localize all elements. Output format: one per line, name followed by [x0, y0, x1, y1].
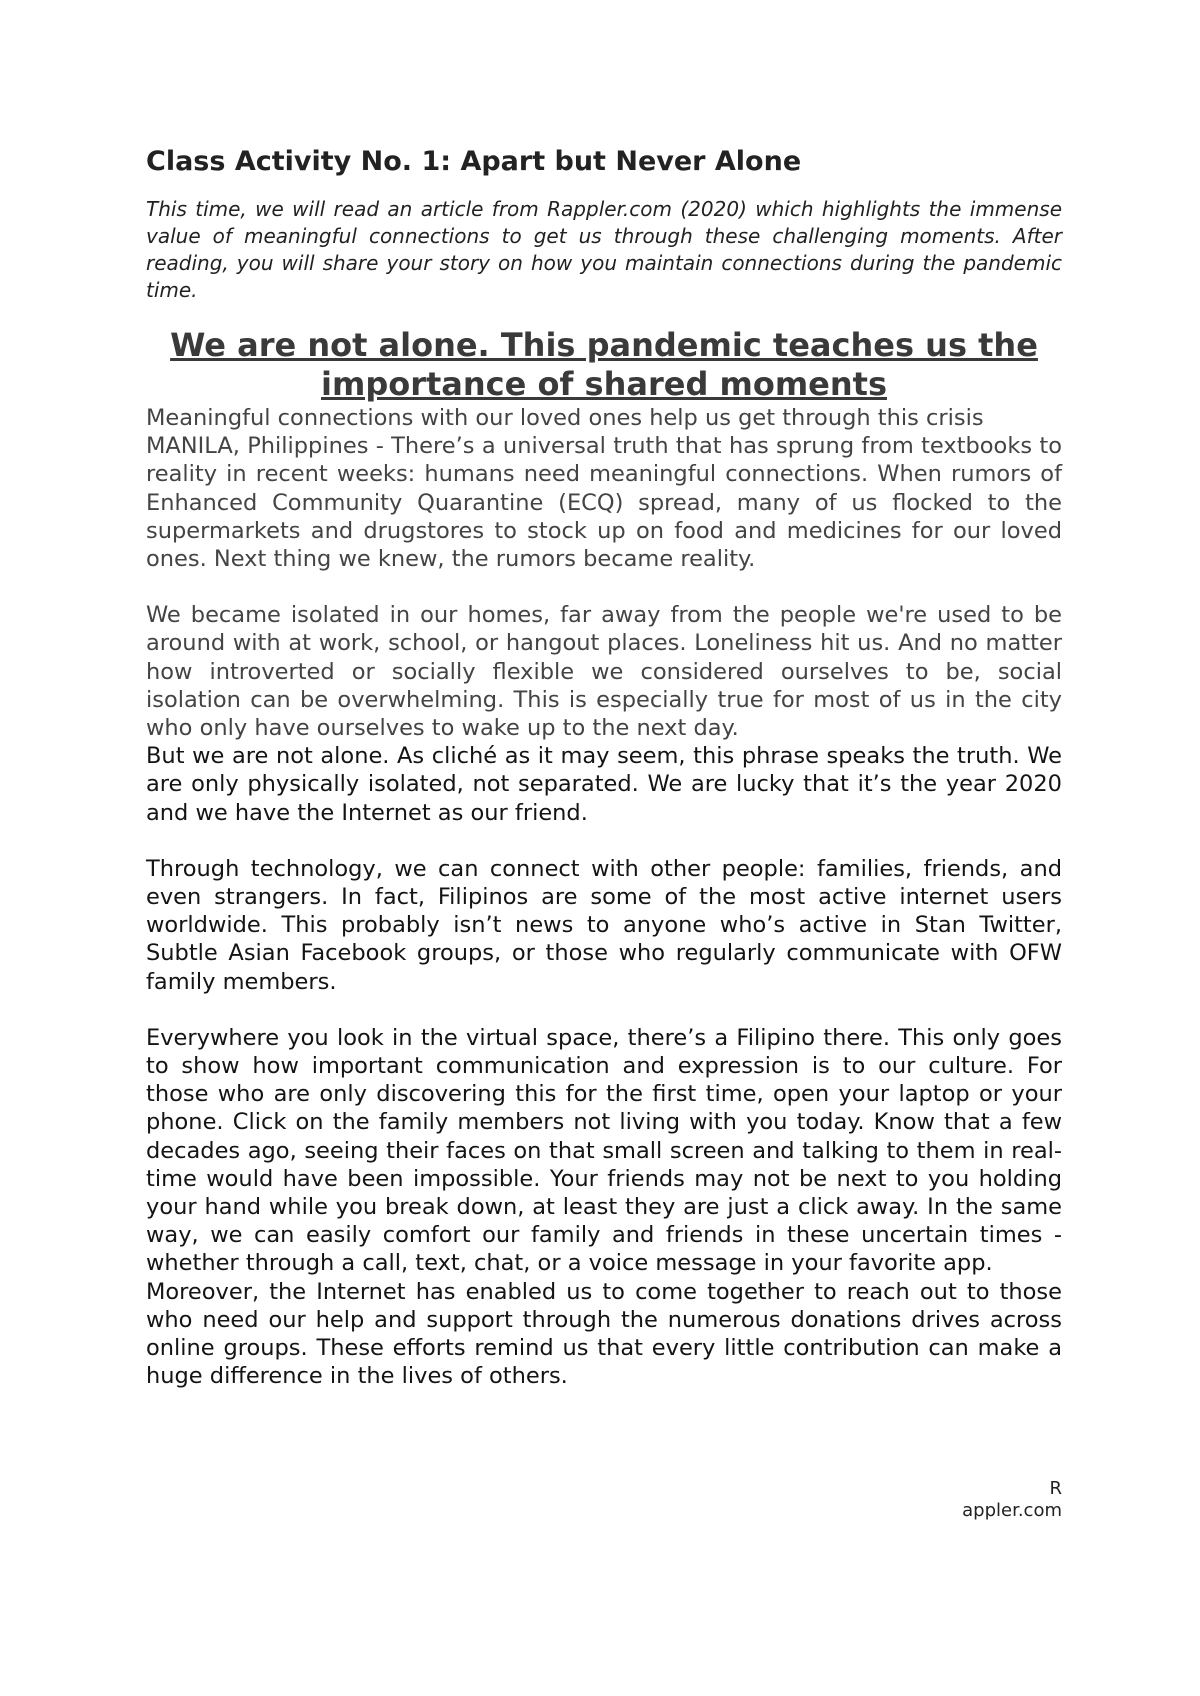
source-credit-line: appler.com	[962, 1500, 1062, 1521]
paragraph-spacer	[146, 996, 1062, 1024]
article-paragraph: MANILA, Philippines - There’s a universal truth that has sprung from textbooks to reality in recent weeks: humans need meaningful connections. When rumors of Enhanced Community Quarantine (ECQ) spread, many of us flocked to the supermarkets and drugstores to stock up on food and medicines for our loved ones. Next thing we knew, the rumors became reality.	[146, 433, 1062, 573]
paragraph-spacer	[146, 827, 1062, 855]
article-subtitle: Meaningful connections with our loved ones help us get through this crisis	[146, 405, 984, 431]
article-paragraph: Moreover, the Internet has enabled us to come together to reach out to those who need our help and support through the numerous donations drives across online groups. These efforts remind us that every little contribution can make a huge difference in the lives of others.	[146, 1278, 1062, 1390]
article-paragraph: Through technology, we can connect with other people: families, friends, and even strangers. In fact, Filipinos are some of the most active internet users worldwide. This probably isn’t news to anyone who’s active in Stan Twitter, Subtle Asian Facebook groups, or those who regularly communicate with OFW family members.	[146, 855, 1062, 995]
article-body	[146, 404, 1062, 1391]
article-paragraph: We became isolated in our homes, far away from the people we're used to be around with at work, school, or hangout places. Loneliness hit us. And no matter how introverted or socially flexible we considered ourselves to be, social isolation can be overwhelming. This is especially true for most of us in the city who only have ourselves to wake up to the next day.	[146, 602, 1062, 742]
activity-title: Class Activity No. 1: Apart but Never Alone	[146, 146, 802, 177]
activity-instructions: This time, we will read an article from Rappler.com (2020) which highlights the immense value of meaningful connections to get us through these challenging moments. After reading, you will share your story on how you maintain connections during the pandemic time.	[146, 197, 1062, 302]
source-credit-line: R	[1049, 1478, 1062, 1499]
source-credit	[942, 1478, 1062, 1522]
paragraph-spacer	[146, 573, 1062, 601]
article-paragraph: Everywhere you look in the virtual space, there’s a Filipino there. This only goes to show how important communication and expression is to our culture. For those who are only discovering this for the first time, open your laptop or your phone. Click on the family members not living with you today. Know that a few decades ago, seeing their faces on that small screen and talking to them in real-time would have been impossible. Your friends may not be next to you holding your hand while you break down, at least they are just a click away. In the same way, we can easily comfort our family and friends in these uncertain times - whether through a call, text, chat, or a voice message in your favorite app.	[146, 1024, 1062, 1277]
article-paragraph: But we are not alone. As cliché as it may seem, this phrase speaks the truth. We are only physically isolated, not separated. We are lucky that it’s the year 2020 and we have the Internet as our friend.	[146, 743, 1062, 826]
article-title: We are not alone. This pandemic teaches us the importance of shared moments	[170, 326, 1038, 403]
